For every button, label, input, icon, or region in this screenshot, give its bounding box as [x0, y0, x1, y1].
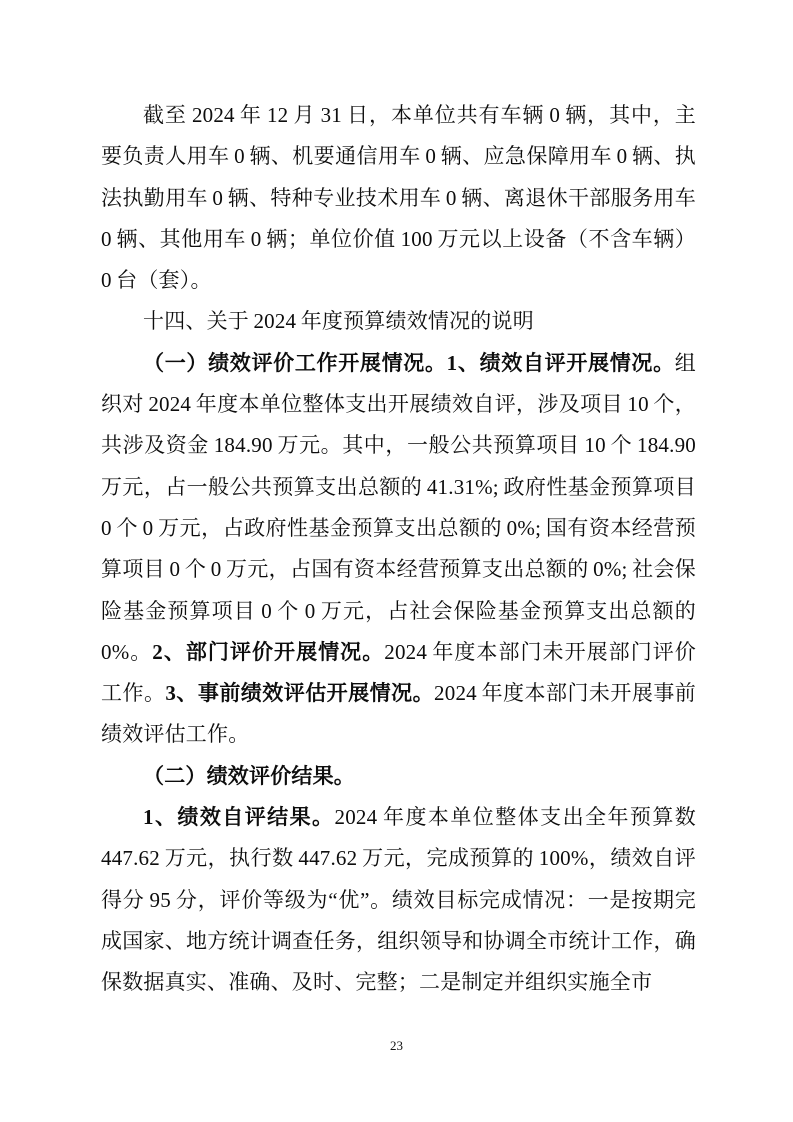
heading-section-2-2 — [101, 756, 696, 797]
para-vehicle-assets — [101, 95, 696, 301]
heading-section-14-text: 十四、关于 2024 年度预算绩效情况的说明 — [143, 309, 534, 334]
heading-section-14 — [101, 301, 696, 342]
para-self-eval-result — [101, 797, 696, 1003]
performance-text-pre-eval: 2024 年度本部门未开展事前绩效评估工作。 — [101, 681, 697, 747]
self-eval-bold-lead: 1、绩效自评结果。 — [143, 805, 335, 830]
performance-bold-pre-eval: 3、事前绩效评估开展情况。 — [165, 681, 435, 706]
document-body — [101, 95, 696, 1004]
performance-text-dept-eval: 2024 年度本部门未开展部门评价工作。 — [101, 639, 697, 706]
performance-bold-lead: （一）绩效评价工作开展情况。1、绩效自评开展情况。 — [143, 350, 675, 375]
page-number: 23 — [390, 1038, 403, 1053]
para-performance-evaluation — [101, 343, 696, 756]
performance-text-self-eval: 组织对 2024 年度本单位整体支出开展绩效自评，涉及项目 10 个，共涉及资金 184.90 万元。其中，一般公共预算项目 10 个 184.90 万元，占一般公共预算支出总额的 41.31%; 政府性基金预算项目 0 个 0 万元，占政府性基金预算支出总额的 0%; 国有资本经营预算项目 0 个 0 万元，占国有资本经营预算支出总额的 0%; 社会保险基金预算项目 0 个 0 万元，占社会保险基金预算支出总额的 0%。 — [101, 350, 696, 664]
performance-bold-dept-eval: 2、部门评价开展情况。 — [152, 639, 385, 664]
self-eval-text: 2024 年度本单位整体支出全年预算数 447.62 万元，执行数 447.62 万元，完成预算的 100%，绩效自评得分 95 分，评价等级为“优”。绩效目标完成情况：一是按期完成国家、地方统计调查任务，组织领导和协调全市统计工作，确保数据真实、准确、及时、完整；二是制定并组织实施全市 — [101, 805, 696, 995]
para-vehicle-assets-text: 截至 2024 年 12 月 31 日，本单位共有车辆 0 辆，其中，主要负责人用车 0 辆、机要通信用车 0 辆、应急保障用车 0 辆、执法执勤用车 0 辆、特种专业技术用车 0 辆、离退休干部服务用车 0 辆、其他用车 0 辆；单位价值 100 万元以上设备（不含车辆）0 台（套）。 — [101, 103, 696, 293]
heading-section-2-2-text: （二）绩效评价结果。 — [143, 763, 355, 788]
